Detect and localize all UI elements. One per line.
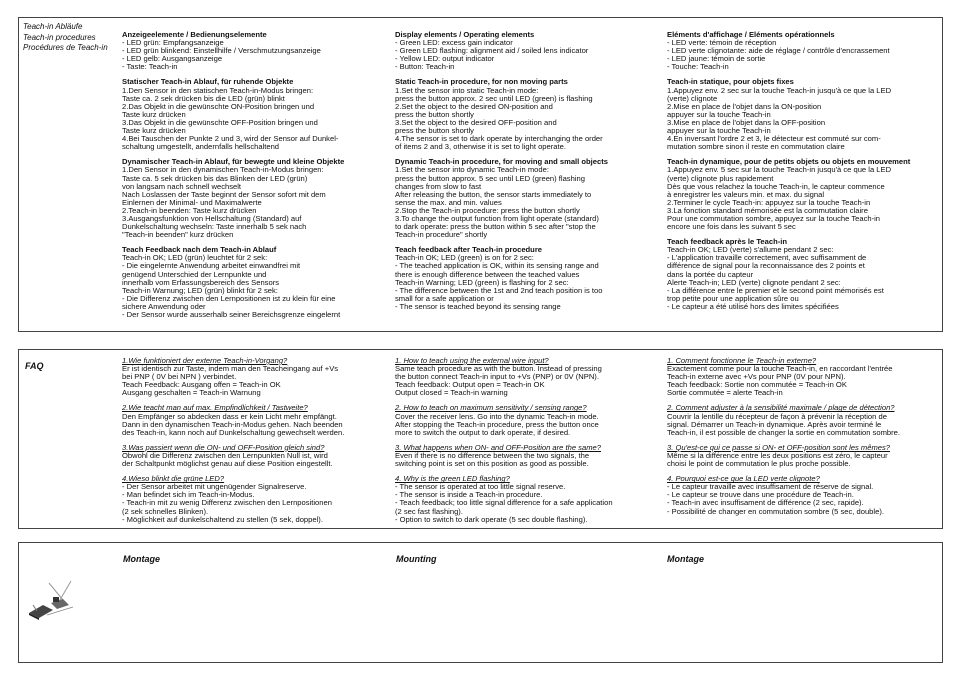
procedure-section — [395, 31, 665, 71]
faq-answer-line: Ausgang geschalten = Teach-in Warnung — [122, 389, 261, 398]
faq-item — [395, 357, 665, 397]
text-line: Dès que vous relachez la touche Teach-in, le capteur commence — [667, 182, 885, 191]
faq-answer-line: - Teach-in mit zu wenig Differenz zwischen den Lernpositionen — [122, 499, 332, 508]
procedure-section — [122, 158, 390, 239]
text-line: - Taste: Teach-in — [122, 63, 178, 72]
text-line: (verte) clignote plus rapidement — [667, 174, 774, 183]
text-line: 3.To change the output function from light operate (standard) — [395, 214, 599, 223]
text-line: 2.Terminer le cycle Teach-in: appuyez sur la touche Teach-in — [667, 198, 871, 207]
text-line: - Yellow LED: output indicator — [395, 55, 495, 64]
faq-question: 1. How to teach using the external wire input? — [395, 356, 549, 365]
procedure-section — [122, 31, 390, 71]
text-line: - L'application travaille correctement, avec suffisamment de — [667, 254, 867, 263]
text-line: appuyer sur la touche Teach-in — [667, 127, 771, 136]
section-heading: Dynamischer Teach-in Ablauf, für bewegte und kleine Objekte — [122, 157, 345, 167]
faq-answer-line: - Möglichkeit auf dunkelschaltend zu stellen (5 sek, doppel). — [122, 515, 323, 524]
faq-answer-line: - Option to switch to dark operate (5 sec double flashing). — [395, 515, 588, 524]
faq-answer-line: - Teach-in avec insuffisament de différence (2 sec, rapide). — [667, 499, 864, 508]
faq-question: 3.Was passiert wenn die ON- und OFF-Position gleich sind? — [122, 442, 325, 452]
faq-answer-line: - Le capteur travaille avec insuffisament de réserve de signal. — [667, 483, 874, 492]
text-line: - LED grün: Empfangsanzeige — [122, 39, 224, 48]
faq-answer-line: Teach Feedback: Ausgang offen = Teach-in OK — [122, 381, 281, 390]
section-label-fr: Procédures de Teach-in — [23, 43, 108, 53]
section-labels — [23, 22, 108, 54]
procedure-section — [395, 158, 665, 239]
section-heading: Teach-in statique, pour objets fixes — [667, 77, 794, 87]
text-line: 2.Stop the Teach-in procedure: press the button shortly — [395, 206, 580, 215]
teach-in-procedures-panel — [18, 17, 943, 332]
text-line: After releasing the button, the sensor starts immediately to — [395, 190, 592, 199]
procedures-column-de — [122, 31, 390, 326]
text-line: - Button: Teach-in — [395, 63, 455, 72]
text-line: - Green LED flashing: alignment aid / soiled lens indicator — [395, 47, 589, 56]
faq-answer-line: Even if there is no difference between the two signals, the — [395, 451, 590, 460]
text-line: 1.Den Sensor in den dynamischen Teach-in-Modus bringen: — [122, 166, 324, 175]
faq-answer-line: Obwohl die Differenz zwischen den Lernpunkten Null ist, wird — [122, 451, 328, 460]
faq-item — [122, 404, 390, 436]
text-line: sense the max. and min. values — [395, 198, 502, 207]
faq-item — [667, 475, 939, 515]
procedure-section — [667, 31, 939, 71]
faq-label: FAQ — [25, 361, 44, 371]
text-line: Einlernen der Minimal- und Maximalwerte — [122, 198, 262, 207]
section-heading: Anzeigeelemente / Bedienungselemente — [122, 30, 267, 39]
faq-item — [667, 404, 939, 436]
text-line: - LED grün blinkend: Einstellhilfe / Verschmutzungsanzeige — [122, 47, 321, 56]
text-line: Teach-in OK; LED (green) is on for 2 sec: — [395, 254, 534, 263]
section-heading: Teach-in dynamique, pour de petits objets ou objets en mouvement — [667, 157, 911, 167]
text-line: - Touche: Teach-in — [667, 63, 729, 72]
faq-answer-line: der Schaltpunkt möglichst genau auf diese Position eingestellt. — [122, 460, 333, 469]
faq-item — [122, 357, 390, 397]
faq-answer-line: Er ist identisch zur Taste, indem man den Teacheingang auf +Vs — [122, 365, 339, 374]
procedures-column-en — [395, 31, 665, 318]
text-line: - LED verte clignotante: aide de réglage / contrôle d'encrassement — [667, 47, 890, 56]
section-heading: Display elements / Operating elements — [395, 30, 535, 39]
section-heading: Teach feedback après le Teach-in — [667, 237, 788, 247]
faq-answer-line: Sortie commutée = alerte Teach-in — [667, 389, 783, 398]
faq-panel — [18, 349, 943, 529]
text-line: genügend Unterschied der Lernpunkte und — [122, 270, 267, 279]
faq-question: 2. How to teach on maximum sensitivity / sensing range? — [395, 403, 587, 413]
procedure-section — [667, 158, 939, 231]
faq-answer-line: Dann in den dynamischen Teach-in-Modus gehen. Nach beenden — [122, 420, 343, 429]
text-line: - Die Differenz zwischen den Lernpositionen ist zu klein für eine — [122, 294, 336, 303]
faq-answer-line: Same teach procedure as with the button. Instead of pressing — [395, 365, 602, 374]
text-line: 2.Mise en place de l'objet dans la ON-position — [667, 102, 822, 111]
text-line: Taste ca. 2 sek drücken bis die LED (grün) blinkt — [122, 94, 285, 103]
text-line: press the button shortly — [395, 110, 474, 119]
faq-column-en — [395, 357, 665, 531]
faq-answer-line: Exactement comme pour la touche Teach-in, en raccordant l'entrée — [667, 365, 893, 374]
text-line: - The sensor is teached beyond its sensing range — [395, 302, 561, 311]
text-line: Teach-in Warnung; LED (grün) blinkt für 2 sek: — [122, 286, 278, 295]
text-line: Taste kurz drücken — [122, 127, 186, 136]
mounting-title-fr: Montage — [667, 554, 704, 564]
section-heading: Dynamic Teach-in procedure, for moving and small objects — [395, 157, 608, 167]
text-line: (verte) clignote — [667, 94, 718, 103]
faq-column-fr — [667, 357, 939, 523]
mounting-panel — [18, 542, 943, 663]
faq-item — [395, 444, 665, 468]
text-line: - Green LED: excess gain indicator — [395, 39, 513, 48]
text-line: Nach Loslassen der Taste beginnt der Sensor sofort mit dem — [122, 190, 326, 199]
faq-answer-line: Teach-in externe avec +Vs pour PNP (0V pour NPN). — [667, 373, 846, 382]
text-line: trop petite pour une application sûre ou — [667, 294, 799, 303]
section-heading: Teach Feedback nach dem Teach-in Ablauf — [122, 245, 277, 255]
text-line: différence de signal pour la reconnaissance des 2 points et — [667, 262, 865, 271]
text-line: of items 2 and 3, otherwise it is set to light operate. — [395, 143, 566, 152]
faq-question: 4.Wieso blinkt die grüne LED? — [122, 474, 225, 484]
text-line: appuyer sur la touche Teach-in — [667, 110, 771, 119]
text-line: press the button approx. 5 sec until LED (green) flashing — [395, 174, 585, 183]
faq-answer-line: - Der Sensor arbeitet mit ungenügender Signalreserve. — [122, 483, 307, 492]
text-line: 3.Set the object to the desired OFF-position and — [395, 118, 557, 127]
text-line: - LED verte: témoin de réception — [667, 39, 777, 48]
text-line: 1.Appuyez env. 2 sec sur la touche Teach-in jusqu'à ce que la LED — [667, 86, 892, 95]
faq-answer-line: - Man befindet sich im Teach-in-Modus. — [122, 491, 255, 500]
faq-question: 1. Comment fonctionne le Teach-in externe? — [667, 356, 817, 365]
faq-item — [395, 475, 665, 524]
procedure-section — [395, 78, 665, 151]
text-line: Taste kurz drücken — [122, 110, 186, 119]
text-line: 2.Teach-in beenden: Taste kurz drücken — [122, 206, 257, 215]
procedure-section — [667, 78, 939, 151]
text-line: schaltung umgestellt, andernfalls hellschaltend — [122, 143, 280, 152]
text-line: à enregistrer les valeurs min. et max. du signal — [667, 190, 825, 199]
procedure-section — [395, 246, 665, 311]
text-line: 3.Ausgangsfunktion von Hellschaltung (Standard) auf — [122, 214, 302, 223]
text-line: innerhalb vom Erfassungsbereich des Sensors — [122, 278, 280, 287]
faq-question: 2.Wie teacht man auf max. Empfindlichkeit / Tastweite? — [122, 403, 308, 413]
text-line: press the button approx. 2 sec until LED (green) is flashing — [395, 94, 593, 103]
faq-answer-line: Teach feedback: Output open = Teach-in OK — [395, 381, 545, 390]
text-line: 3.Mise en place de l'objet dans la OFF-position — [667, 118, 826, 127]
faq-item — [667, 357, 939, 397]
faq-question: 3. Qu'est-ce qui ce passe si ON- et OFF-position sont les mêmes? — [667, 442, 891, 452]
faq-item — [122, 444, 390, 468]
procedure-section — [122, 78, 390, 151]
faq-answer-line: Output closed = Teach-in warning — [395, 389, 508, 398]
text-line: Pour une commutation sombre, appuyez sur la touche Teach-in — [667, 214, 881, 223]
faq-answer-line: - Teach feedback; too little signal difference for a safe application — [395, 499, 613, 508]
procedure-section — [122, 246, 390, 319]
text-line: - The teached application is OK, within its sensing range and — [395, 262, 599, 271]
faq-answer-line: - The sensor is operated at too little signal reserve. — [395, 483, 566, 492]
faq-answer-line: - Le capteur se trouve dans une procédure de Teach-in. — [667, 491, 854, 500]
text-line: press the button shortly — [395, 127, 474, 136]
text-line: 4.En inversant l'ordre 2 et 3, le détecteur est commuté sur com- — [667, 135, 881, 144]
text-line: 1.Set the sensor into dynamic Teach-in mode: — [395, 166, 549, 175]
faq-answer-line: Teach feedback: Sortie non commutée = Teach-in OK — [667, 381, 847, 390]
text-line: - The difference between the 1st and 2nd teach position is too — [395, 286, 603, 295]
section-label-en: Teach-in procedures — [23, 32, 96, 42]
text-line: dans la portée du capteur — [667, 270, 754, 279]
section-heading: Teach feedback after Teach-in procedure — [395, 245, 542, 255]
text-line: - Der Sensor wurde ausserhalb seiner Bereichsgrenze eingelernt — [122, 311, 341, 319]
procedure-section — [667, 238, 939, 311]
faq-answer-line: the button connect Teach-in input to +Vs (PNP) or 0V (NPN). — [395, 373, 599, 382]
faq-question: 3. What happens when ON- and OFF-Position are the same? — [395, 442, 601, 452]
sensor-mounting-illustration-icon — [27, 575, 77, 621]
faq-item — [122, 475, 390, 524]
faq-answer-line: des Teach-in, kann noch auf Dunkelschaltung gewechselt werden. — [122, 428, 345, 437]
text-line: 3.La fonction standard mémorisée est la commutation claire — [667, 206, 868, 215]
text-line: Taste ca. 5 sek drücken bis das Blinken der LED (grün) — [122, 174, 308, 183]
section-heading: Statischer Teach-in Ablauf, für ruhende Objekte — [122, 77, 294, 87]
text-line: changes from slow to fast — [395, 182, 482, 191]
text-line: von langsam nach schnell wechselt — [122, 182, 242, 191]
section-label-de: Teach-in Abläufe — [23, 22, 83, 31]
text-line: Teach-in procedure" shortly — [395, 231, 488, 240]
faq-answer-line: After stopping the Teach-in procedure, press the button once — [395, 420, 599, 429]
faq-item — [395, 404, 665, 436]
text-line: Teach-in OK; LED (grün) leuchtet für 2 sek: — [122, 254, 268, 263]
text-line: 2.Das Objekt in die gewünschte ON-Position bringen und — [122, 102, 315, 111]
section-heading: Static Teach-in procedure, for non moving parts — [395, 77, 568, 87]
text-line: 4.Bei Tauschen der Punkte 2 und 3, wird der Sensor auf Dunkel- — [122, 135, 339, 144]
text-line: 4.The sensor is set to dark operate by interchanging the order — [395, 135, 603, 144]
text-line: 1.Den Sensor in den statischen Teach-in-Modus bringen: — [122, 86, 314, 95]
text-line: 1.Set the sensor into static Teach-in mode: — [395, 86, 539, 95]
faq-answer-line: Cover the receiver lens. Go into the dynamic Teach-in mode. — [395, 412, 599, 421]
text-line: - La différence entre le premier et le second point mémorisés est — [667, 286, 884, 295]
mounting-title-en: Mounting — [396, 554, 437, 564]
text-line: sichere Anwendung oder — [122, 302, 206, 311]
mounting-title-de: Montage — [123, 554, 160, 564]
text-line: - LED gelb: Ausgangsanzeige — [122, 55, 223, 64]
text-line: "Teach-in beenden" kurz drücken — [122, 231, 234, 240]
text-line: Teach-in Warning; LED (green) is flashing for 2 sec: — [395, 278, 569, 287]
faq-answer-line: (2 sek schnelles Blinken). — [122, 507, 209, 516]
faq-column-de — [122, 357, 390, 531]
text-line: there is enough difference between the teached values — [395, 270, 580, 279]
text-line: Teach-in OK; LED (verte) s'allume pendant 2 sec: — [667, 246, 834, 255]
faq-question: 4. Pourquoi est-ce que la LED verte clignote? — [667, 474, 820, 484]
faq-answer-line: Couvrir la lentille du récepteur de façon à prévenir la réception de — [667, 412, 887, 421]
faq-question: 2. Comment adjuster à la sensibilité maximale / plage de détection? — [667, 403, 895, 413]
text-line: - LED jaune: témoin de sortie — [667, 55, 766, 64]
text-line: - Le capteur a été utilisé hors des limites spécifiées — [667, 302, 839, 311]
text-line: Dunkelschaltung wechseln: Taste innerhalb 5 sek nach — [122, 223, 307, 232]
faq-answer-line: (2 sec fast flashing). — [395, 507, 463, 516]
text-line: 2.Set the object to the desired ON-position and — [395, 102, 553, 111]
text-line: small for a safe application or — [395, 294, 494, 303]
text-line: Alerte Teach-in; LED (verte) clignote pendant 2 sec: — [667, 278, 841, 287]
faq-answer-line: - The sensor is inside a Teach-in procedure. — [395, 491, 543, 500]
section-heading: Eléments d'affichage / Eléments opérationnels — [667, 30, 835, 39]
faq-answer-line: Teach-in, il est possible de changer la sortie en commutation sombre. — [667, 428, 900, 437]
faq-answer-line: bei PNP ( 0V bei NPN ) verbindet. — [122, 373, 237, 382]
faq-answer-line: switching point is set on this position as good as possible. — [395, 460, 589, 469]
faq-answer-line: - Possibilité de changer en commutation sombre (5 sec, double). — [667, 507, 884, 516]
faq-question: 4. Why is the green LED flashing? — [395, 474, 510, 484]
text-line: encore une fois dans les suivant 5 sec — [667, 223, 796, 232]
faq-answer-line: choisi le point de commutation le plus proche possible. — [667, 460, 851, 469]
text-line: mutation sombre sinon il reste en commutation claire — [667, 143, 845, 152]
text-line: - Die eingelernte Anwendung arbeitet einwandfrei mit — [122, 262, 301, 271]
text-line: 3.Das Objekt in die gewünschte OFF-Position bringen und — [122, 118, 318, 127]
faq-answer-line: signal. Démarrer un Teach-in dynamique. Après avoir terminé le — [667, 420, 882, 429]
faq-answer-line: more to switch the output to dark operate, if desired. — [395, 428, 571, 437]
faq-answer-line: Den Empfänger so abdecken dass er kein Licht mehr empfängt. — [122, 412, 337, 421]
text-line: 1.Appuyez env. 5 sec sur la touche Teach-in jusqu'à ce que la LED — [667, 166, 892, 175]
faq-question: 1.Wie funktioniert der externe Teach-in-Vorgang? — [122, 356, 288, 365]
faq-item — [667, 444, 939, 468]
text-line: to dark operate: press the button within 5 sec after "stop the — [395, 223, 596, 232]
faq-answer-line: Même si la différence entre les deux positions est zéro, le capteur — [667, 451, 888, 460]
procedures-column-fr — [667, 31, 939, 318]
